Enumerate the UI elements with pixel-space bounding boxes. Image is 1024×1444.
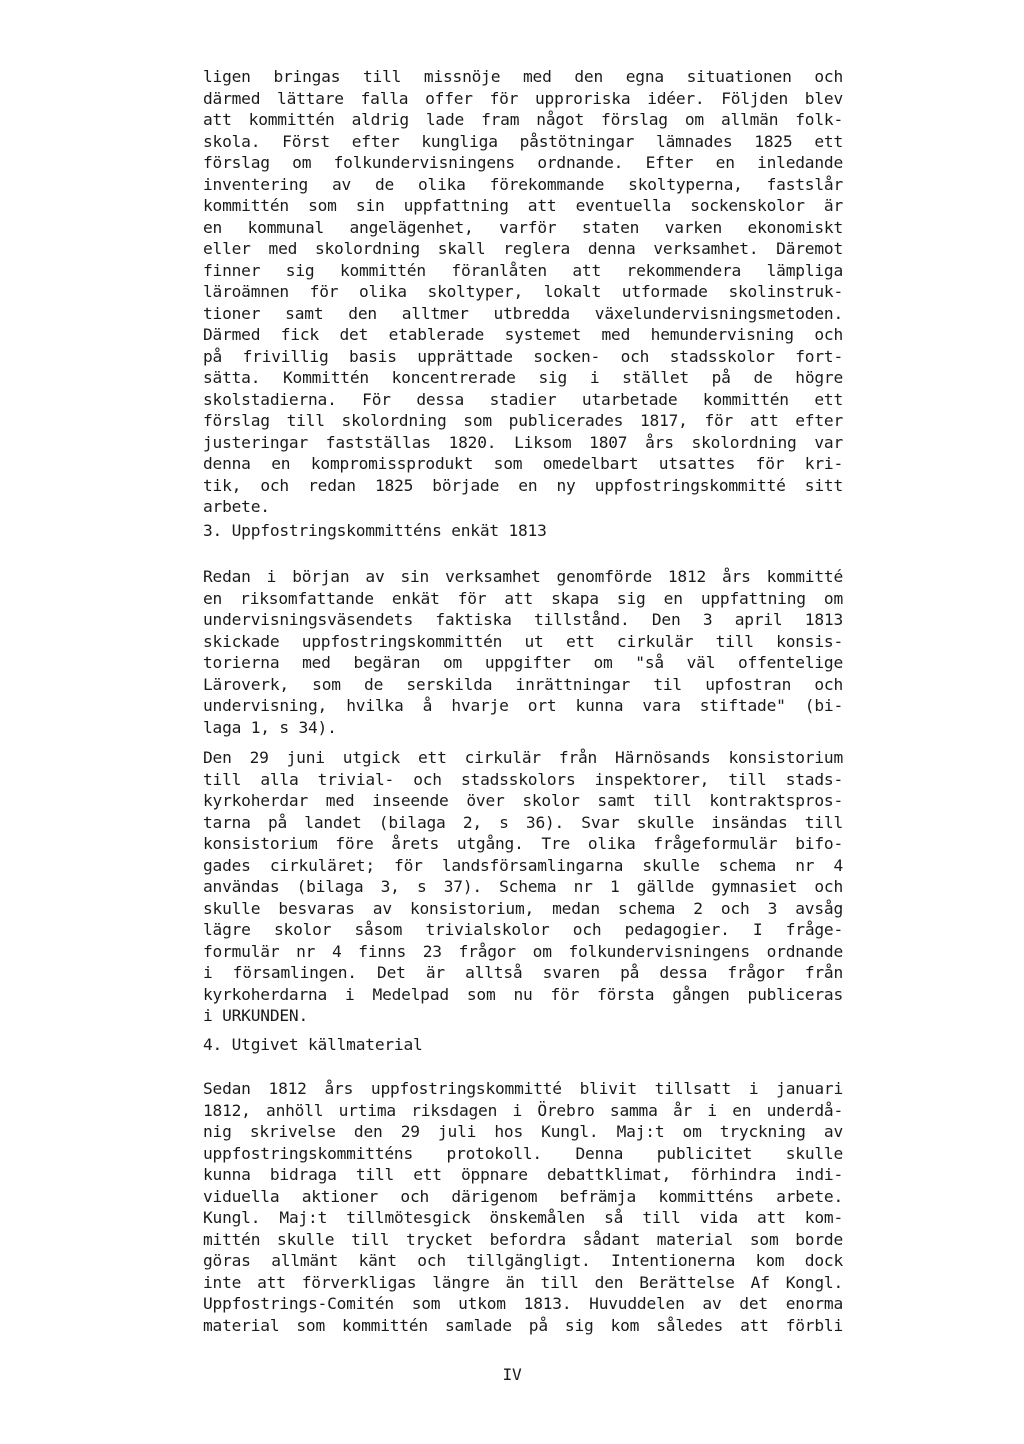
paragraph-harnosand-circular: [203, 747, 843, 1027]
text-line: nig skrivelse den 29 juli hos Kungl. Maj:t om tryckning av: [203, 1122, 843, 1141]
text-line: inventering av de olika förekommande skoltyperna, fastslår: [203, 174, 843, 194]
text-line: Den 29 juni utgick ett cirkulär från Härnösands konsistorium: [203, 748, 843, 767]
text-line: i församlingen. Det är alltså svaren på dessa frågor från: [203, 963, 843, 982]
text-line: att kommittén aldrig lade fram något förslag om allmän folk-: [203, 110, 843, 129]
text-line: tarna på landet (bilaga 2, s 36). Svar skulle insändas till: [203, 812, 843, 832]
page-number: IV: [502, 1365, 522, 1384]
text-line: material som kommittén samlade på sig kom således att förbli: [203, 1315, 843, 1335]
text-line: en kommunal angelägenhet, varför staten varken ekonomiskt: [203, 217, 843, 237]
text-line: en riksomfattande enkät för att skapa sig en uppfattning om: [203, 588, 843, 608]
text-line: denna en kompromissprodukt som omedelbart utsattes för kri-: [203, 454, 843, 473]
text-line: till alla trivial- och stadsskolors inspektorer, till stads-: [203, 769, 843, 789]
section-heading-4: 4. Utgivet källmaterial: [203, 1035, 423, 1054]
text-line: i URKUNDEN.: [203, 1006, 309, 1025]
text-line: kommittén som sin uppfattning att eventuella sockenskolor är: [203, 196, 843, 215]
text-line: läroämnen för olika skoltyper, lokalt utformade skolinstruk-: [203, 282, 843, 301]
text-line: Uppfostrings-Comitén som utkom 1813. Huvuddelen av det enorma: [203, 1294, 843, 1313]
paragraph-intro: [203, 66, 843, 518]
text-line: uppfostringskommitténs protokoll. Denna publicitet skulle: [203, 1143, 843, 1163]
text-line: tik, och redan 1825 började en ny uppfostringskommitté sitt: [203, 475, 843, 495]
text-line: Sedan 1812 års uppfostringskommitté blivit tillsatt i januari: [203, 1079, 843, 1098]
text-line: kyrkoherdar med inseende över skolor samt till kontraktspros-: [203, 791, 843, 810]
text-line: kyrkoherdarna i Medelpad som nu för första gången publiceras: [203, 984, 843, 1004]
text-line: inte att förverkligas längre än till den Berättelse Af Kongl.: [203, 1272, 843, 1292]
text-line: skickade uppfostringskommittén ut ett cirkulär till konsis-: [203, 631, 843, 651]
text-line: formulär nr 4 finns 23 frågor om folkundervisningens ordnande: [203, 941, 843, 961]
text-line: därmed lättare falla offer för upproriska idéer. Följden blev: [203, 88, 843, 108]
text-line: 1812, anhöll urtima riksdagen i Örebro samma år i en underdå-: [203, 1100, 843, 1120]
paragraph-enkat-intro: [203, 566, 843, 738]
text-line: tioner samt den alltmer utbredda växelundervisningsmetoden.: [203, 303, 843, 323]
text-line: Därmed fick det etablerade systemet med hemundervisning och: [203, 325, 843, 344]
text-line: viduella aktioner och därigenom befrämja kommitténs arbete.: [203, 1186, 843, 1206]
text-line: laga 1, s 34).: [203, 717, 337, 737]
text-line: skulle besvaras av konsistorium, medan schema 2 och 3 avsåg: [203, 898, 843, 918]
section-heading-3: 3. Uppfostringskommitténs enkät 1813: [203, 521, 547, 540]
text-line: Redan i början av sin verksamhet genomförde 1812 års kommitté: [203, 567, 843, 586]
text-line: eller med skolordning skall reglera denna verksamhet. Däremot: [203, 239, 843, 258]
text-line: undervisningsväsendets faktiska tillstånd. Den 3 april 1813: [203, 610, 843, 629]
text-line: konsistorium före årets utgång. Tre olika frågeformulär bifo-: [203, 834, 843, 853]
paragraph-utgivet-kallmaterial: [203, 1078, 843, 1336]
text-line: skolstadierna. För dessa stadier utarbetade kommittén ett: [203, 389, 843, 409]
text-line: ligen bringas till missnöje med den egna situationen och: [203, 67, 843, 86]
text-line: Läroverk, som de serskilda inrättningar til upfostran och: [203, 674, 843, 694]
text-line: förslag till skolordning som publicerades 1817, för att efter: [203, 411, 843, 430]
text-line: justeringar fastställas 1820. Liksom 1807 års skolordning var: [203, 432, 843, 452]
text-line: användas (bilaga 3, s 37). Schema nr 1 gällde gymnasiet och: [203, 877, 843, 896]
text-line: kunna bidraga till ett öppnare debattklimat, förhindra indi-: [203, 1165, 843, 1184]
text-line: på frivillig basis upprättade socken- och stadsskolor fort-: [203, 346, 843, 366]
text-line: torierna med begäran om uppgifter om "så väl offentelige: [203, 653, 843, 672]
text-line: finner sig kommittén föranlåten att rekommendera lämpliga: [203, 260, 843, 280]
text-line: gades cirkuläret; för landsförsamlingarna skulle schema nr 4: [203, 855, 843, 875]
text-line: sätta. Kommittén koncentrerade sig i stället på de högre: [203, 368, 843, 387]
text-line: undervisning, hvilka å hvarje ort kunna vara stiftade" (bi-: [203, 696, 843, 715]
text-line: skola. Först efter kungliga påstötningar lämnades 1825 ett: [203, 131, 843, 151]
text-line: lägre skolor såsom trivialskolor och pedagogier. I fråge-: [203, 920, 843, 939]
text-line: arbete.: [203, 497, 270, 516]
text-line: förslag om folkundervisningens ordnande. Efter en inledande: [203, 153, 843, 172]
text-line: mittén skulle till trycket befordra sådant material som borde: [203, 1229, 843, 1249]
text-line: göras allmänt känt och tillgängligt. Intentionerna kom dock: [203, 1251, 843, 1270]
text-line: Kungl. Maj:t tillmötesgick önskemålen så till vida att kom-: [203, 1208, 843, 1227]
